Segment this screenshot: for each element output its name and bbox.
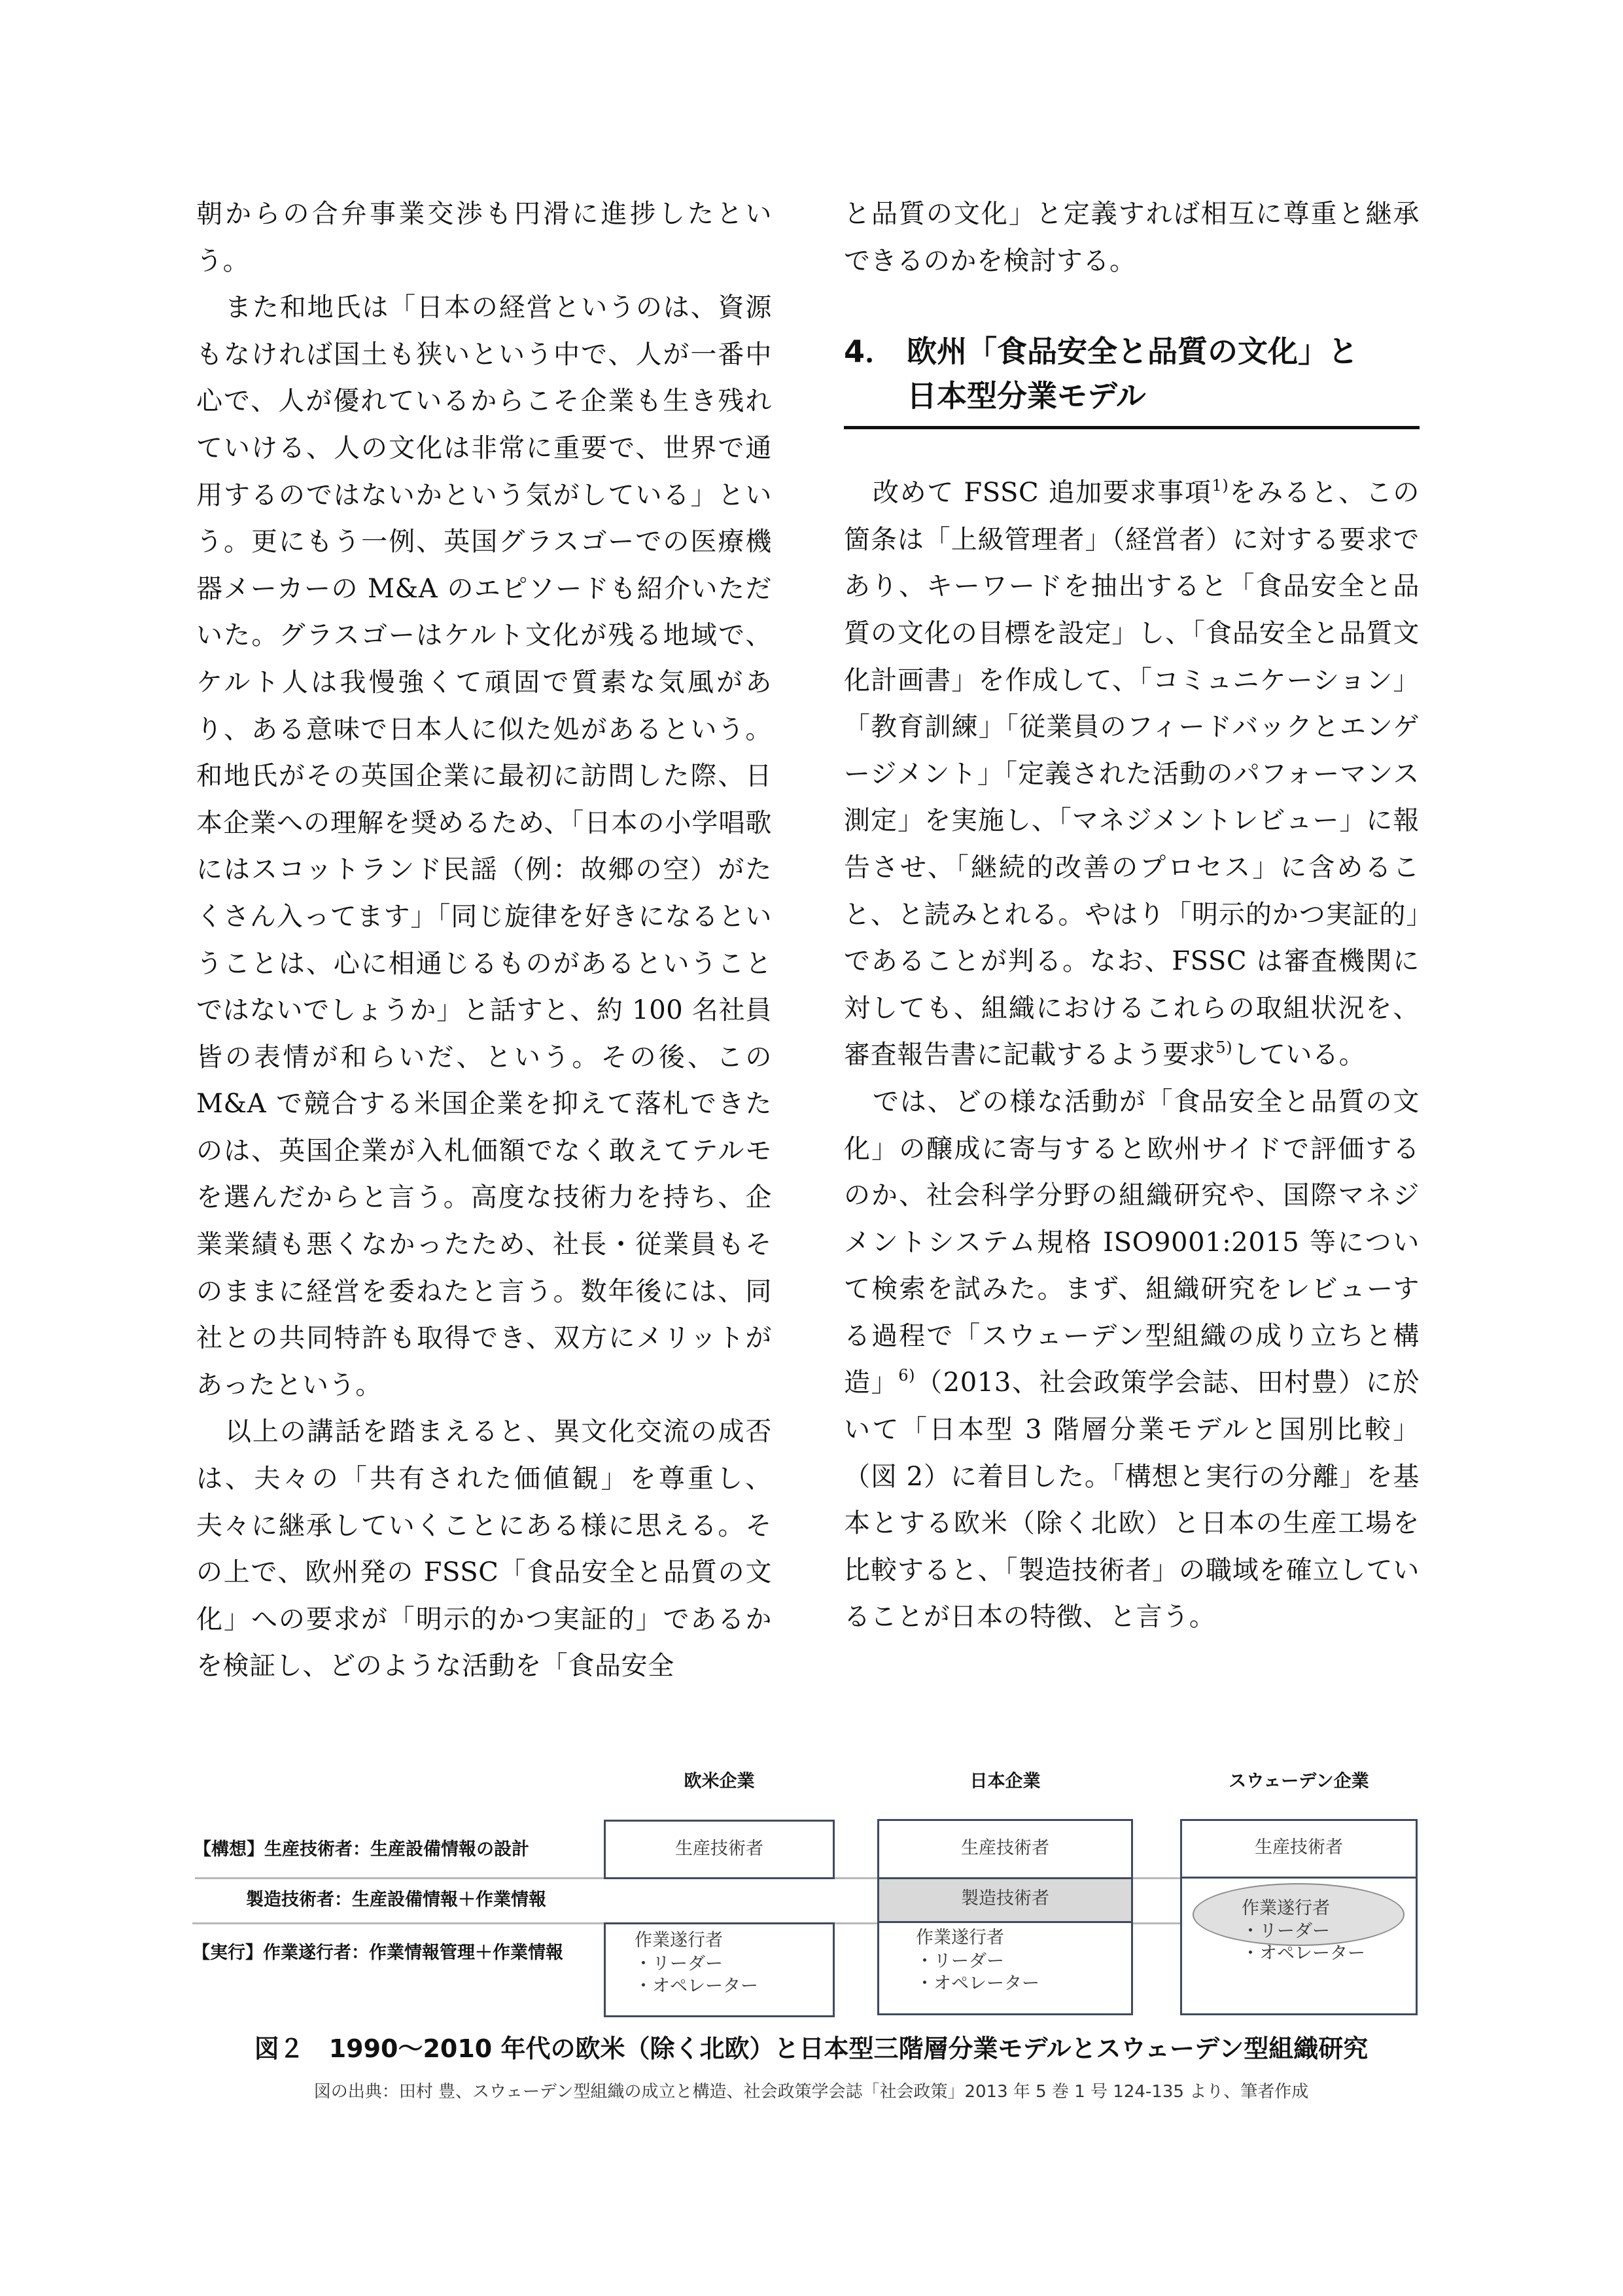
figure-caption: 図２ 1990～2010 年代の欧米（除く北欧）と日本型三階層分業モデルとスウェーデン型組織研究: [254, 2034, 1369, 2063]
section-title-line2: 日本型分業モデル: [907, 378, 1146, 414]
japanese-bottom-item-1: ・リーダー: [916, 1951, 1004, 1971]
western-top-label: 生産技術者: [675, 1839, 763, 1859]
japanese-middle-label: 製造技術者: [961, 1888, 1049, 1909]
row-label-manufacturing: 製造技術者：生産設備情報＋作業情報: [246, 1890, 546, 1910]
swedish-bottom-item-2: ・オペレーター: [1242, 1943, 1365, 1964]
row-label-execution: 【実行】作業遂行者：作業情報管理＋作業情報: [192, 1943, 563, 1963]
swedish-bottom-title: 作業遂行者: [1242, 1898, 1330, 1918]
swedish-top-label: 生産技術者: [1255, 1837, 1343, 1858]
para2-text-a: では、どの様な活動が「食品安全と品質の文化」の醸成に寄与すると欧州サイドで評価するのか、社会科学分野の組織研究や、国際マネジメントシステム規格 ISO9001:2015 等について検索を試みた。まず、組織研究をレビューする過程で「スウェーデン型組織の成り立ちと構造」: [844, 1086, 1420, 1398]
para1-text-a: 改めて FSSC 追加要求事項: [873, 478, 1212, 508]
left-paragraph-2: また和地氏は「日本の経営というのは、資源もなければ国土も狭いという中で、人が一番中心で、人が優れているからこそ企業も生き残れていける、人の文化は非常に重要で、世界で通用するのではないかという気がしている」という。更にもう一例、英国グラスゴーでの医療機器メーカーの M&A のエピソードも紹介いただいた。グラスゴーはケルト文化が残る地域で、ケルト人は我慢強くて頑固で質素な気風があり、ある意味で日本人に似た処があるという。和地氏がその英国企業に最初に訪問した際、日本企業への理解を奨めるため、「日本の小学唱歌にはスコットランド民謡（例：故郷の空）がたくさん入ってます」「同じ旋律を好きになるということは、心に相通じるものがあるということではないでしょうか」と話すと、約 100 名社員皆の表情が和らいだ、という。その後、この M&A で競合する米国企業を抑えて落札できたのは、英国企業が入札価額でなく敢えてテルモを選んだからと言う。高度な技術力を持ち、企業業績も悪くなかったため、社長・従業員もそのままに経営を委ねたと言う。数年後には、同社との共同特許も取得でき、双方にメリットがあったという。: [196, 292, 772, 1400]
footnote-ref-5[interactable]: 5): [1215, 1038, 1233, 1057]
para1-text-c: している。: [1232, 1040, 1366, 1070]
western-bottom-item-2: ・オペレーター: [635, 1976, 758, 1996]
section-heading: [844, 329, 1420, 429]
western-bottom-item-1: ・リーダー: [635, 1954, 723, 1974]
column-header-western: 欧米企業: [684, 1771, 755, 1792]
left-paragraph-3: 以上の講話を踏まえると、異文化交流の成否は、夫々の「共有された価値観」を尊重し、夫々に継承していくことにある様に思える。その上で、欧州発の FSSC「食品安全と品質の文化」への要求が「明示的かつ実証的」であるかを検証し、どのような活動を「食品安全: [196, 1417, 772, 1682]
japanese-bottom-title: 作業遂行者: [916, 1928, 1004, 1948]
footnote-ref-1[interactable]: 1): [1212, 476, 1229, 495]
japanese-bottom-item-2: ・オペレーター: [916, 1973, 1039, 1994]
column-header-japanese: 日本企業: [969, 1771, 1041, 1792]
section-number: 4．: [844, 334, 896, 370]
para2-text-b: （2013、社会政策学会誌、田村豊）に於いて「日本型 3 階層分業モデルと国別比較」（図 2）に着目した。「構想と実行の分離」を基本とする欧米（除く北欧）と日本の生産工場を比較すると、「製造技術者」の職域を確立していることが日本の特徴、と言う。: [844, 1368, 1420, 1633]
figure-source: 図の出典：田村 豊、スウェーデン型組織の成立と構造、社会政策学会誌「社会政策」2013 年 5 巻 1 号 124-135 より、筆者作成: [313, 2082, 1309, 2102]
section-title-line1: 欧州「食品安全と品質の文化」と: [907, 334, 1358, 370]
swedish-bottom-item-1: ・リーダー: [1242, 1921, 1330, 1941]
left-column: [196, 191, 772, 1690]
right-paragraph-2: [844, 1079, 1420, 1641]
left-paragraph-1: 朝からの合弁事業交渉も円滑に進捗したという。: [196, 199, 772, 276]
right-paragraph-1: [844, 470, 1420, 1079]
footnote-ref-6[interactable]: 6): [898, 1366, 916, 1385]
right-intro-paragraph: と品質の文化」と定義すれば相互に尊重と継承できるのかを検討する。: [844, 199, 1420, 276]
row-label-concept: 【構想】生産技術者：生産設備情報の設計: [194, 1839, 529, 1860]
para1-text-b: をみると、この箇条は「上級管理者」（経営者）に対する要求であり、キーワードを抽出すると「食品安全と品質の文化の目標を設定」し、「食品安全と品質文化計画書」を作成して、「コミュニケーション」「教育訓練」「従業員のフィードバックとエンゲージメント」「定義された活動のパフォーマンス測定」を実施し、「マネジメントレビュー」に報告させ、「継続的改善のプロセス」に含めること、と読みとれる。やはり「明示的かつ実証的」であることが判る。なお、FSSC は審査機関に対しても、組織におけるこれらの取組状況を、審査報告書に記載するよう要求: [844, 478, 1420, 1070]
right-column: [844, 191, 1420, 1641]
western-bottom-title: 作業遂行者: [635, 1930, 723, 1951]
swedish-divider: [1180, 1877, 1418, 1879]
japanese-top-label: 生産技術者: [961, 1838, 1049, 1858]
column-header-swedish: スウェーデン企業: [1229, 1771, 1369, 1792]
